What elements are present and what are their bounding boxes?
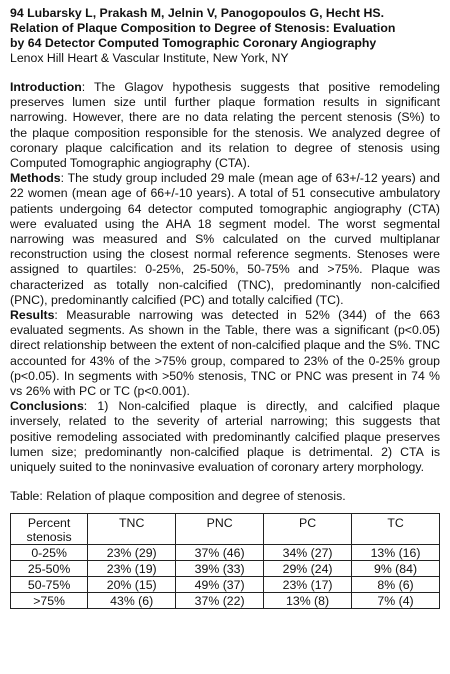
section-text: : The Glagov hypothesis suggests that positive remodeling preserves lumen size until further plaque formation results in significant narrowing. However, there are no data relating the percent stenosis (S%) to the plaque composition responsible for the stenosis. We analyzed degree of coronary plaque calcification and its relation to degree of stenosis using Computed Tomographic angiography (CTA). bbox=[10, 80, 440, 171]
table-cell: 13% (16) bbox=[352, 545, 440, 561]
table-cell: 29% (24) bbox=[264, 561, 352, 577]
header-percent-stenosis: Percent stenosis bbox=[11, 514, 88, 545]
table-cell: 23% (17) bbox=[264, 577, 352, 593]
table-header-row bbox=[11, 514, 440, 545]
header-pnc: PNC bbox=[176, 514, 264, 545]
table-cell: 49% (37) bbox=[176, 577, 264, 593]
section-label: Introduction bbox=[10, 80, 82, 94]
section-text: : Measurable narrowing was detected in 52% (344) of the 663 evaluated segments. As shown in the Table, there was a significant (p<0.05) direct relationship between the extent of non-calcified plaque and the S%. TNC accounted for 43% of the >75% group, compared to 23% of the 0-25% group (p<0.05). In segments with >50% stenosis, TNC or PNC was present in 74 % vs 26% with PC or TC (p<0.001). bbox=[10, 308, 440, 399]
table-cell: >75% bbox=[11, 593, 88, 609]
table-cell: 23% (29) bbox=[88, 545, 176, 561]
table-cell: 0-25% bbox=[11, 545, 88, 561]
table-cell: 50-75% bbox=[11, 577, 88, 593]
table-cell: 37% (22) bbox=[176, 593, 264, 609]
table-cell: 25-50% bbox=[11, 561, 88, 577]
table-cell: 43% (6) bbox=[88, 593, 176, 609]
section-label: Conclusions bbox=[10, 399, 84, 414]
table-cell: 8% (6) bbox=[352, 577, 440, 593]
results-section bbox=[10, 308, 440, 399]
table-cell: 9% (84) bbox=[352, 561, 440, 577]
title-line: by 64 Detector Computed Tomographic Coronary Angiography bbox=[10, 36, 377, 50]
conclusions-section bbox=[10, 399, 440, 475]
section-label: Results bbox=[10, 308, 55, 323]
table-row bbox=[11, 577, 440, 593]
header-tnc: TNC bbox=[88, 514, 176, 545]
section-text: : The study group included 29 male (mean age of 63+/-12 years) and 22 women (mean age of 66+/-10 years). A total of 51 consecutive ambulatory patients undergoing 64 detector computed tomographic angiography (CTA) were evaluated using the AHA 18 segment model. The worst segmental narrowing was measured and S% calculated on the curved multiplanar reconstruction using the closest normal reference segments. Stenoses were assigned to quartiles: 0-25%, 25-50%, 50-75% and >75%. Plaque was characterized as totally non-calcified (TNC), predominantly non-calcified (PNC), predominantly calcified (PC) and totally calcified (TC). bbox=[10, 171, 440, 307]
table-cell: 34% (27) bbox=[264, 545, 352, 561]
table-cell: 7% (4) bbox=[352, 593, 440, 609]
header-pc: PC bbox=[264, 514, 352, 545]
abstract-title bbox=[10, 6, 440, 51]
section-text: : 1) Non-calcified plaque is directly, and calcified plaque inversely, related to the severity of arterial narrowing; this suggests that positive remodeling associated with predominantly calcified plaque preserves lumen size; predominantly non-calcified plaque is detrimental. 2) CTA is uniquely suited to the noninvasive evaluation of coronary artery morphology. bbox=[10, 399, 440, 475]
plaque-composition-table bbox=[10, 513, 440, 609]
methods-section bbox=[10, 171, 440, 308]
table-cell: 37% (46) bbox=[176, 545, 264, 561]
title-line: Relation of Plaque Composition to Degree of Stenosis: Evaluation bbox=[10, 21, 396, 35]
table-row bbox=[11, 593, 440, 609]
table-cell: 39% (33) bbox=[176, 561, 264, 577]
table-row bbox=[11, 545, 440, 561]
table-cell: 13% (8) bbox=[264, 593, 352, 609]
table-row bbox=[11, 561, 440, 577]
table-cell: 23% (19) bbox=[88, 561, 176, 577]
table-cell: 20% (15) bbox=[88, 577, 176, 593]
header-tc: TC bbox=[352, 514, 440, 545]
section-label: Methods bbox=[10, 171, 61, 186]
affiliation: Lenox Hill Heart & Vascular Institute, New York, NY bbox=[10, 51, 289, 65]
abstract-page bbox=[10, 6, 440, 609]
table-caption: Table: Relation of plaque composition and degree of stenosis. bbox=[10, 489, 346, 504]
introduction-section bbox=[10, 80, 440, 171]
title-line: 94 Lubarsky L, Prakash M, Jelnin V, Panogopoulos G, Hecht HS. bbox=[10, 6, 385, 20]
